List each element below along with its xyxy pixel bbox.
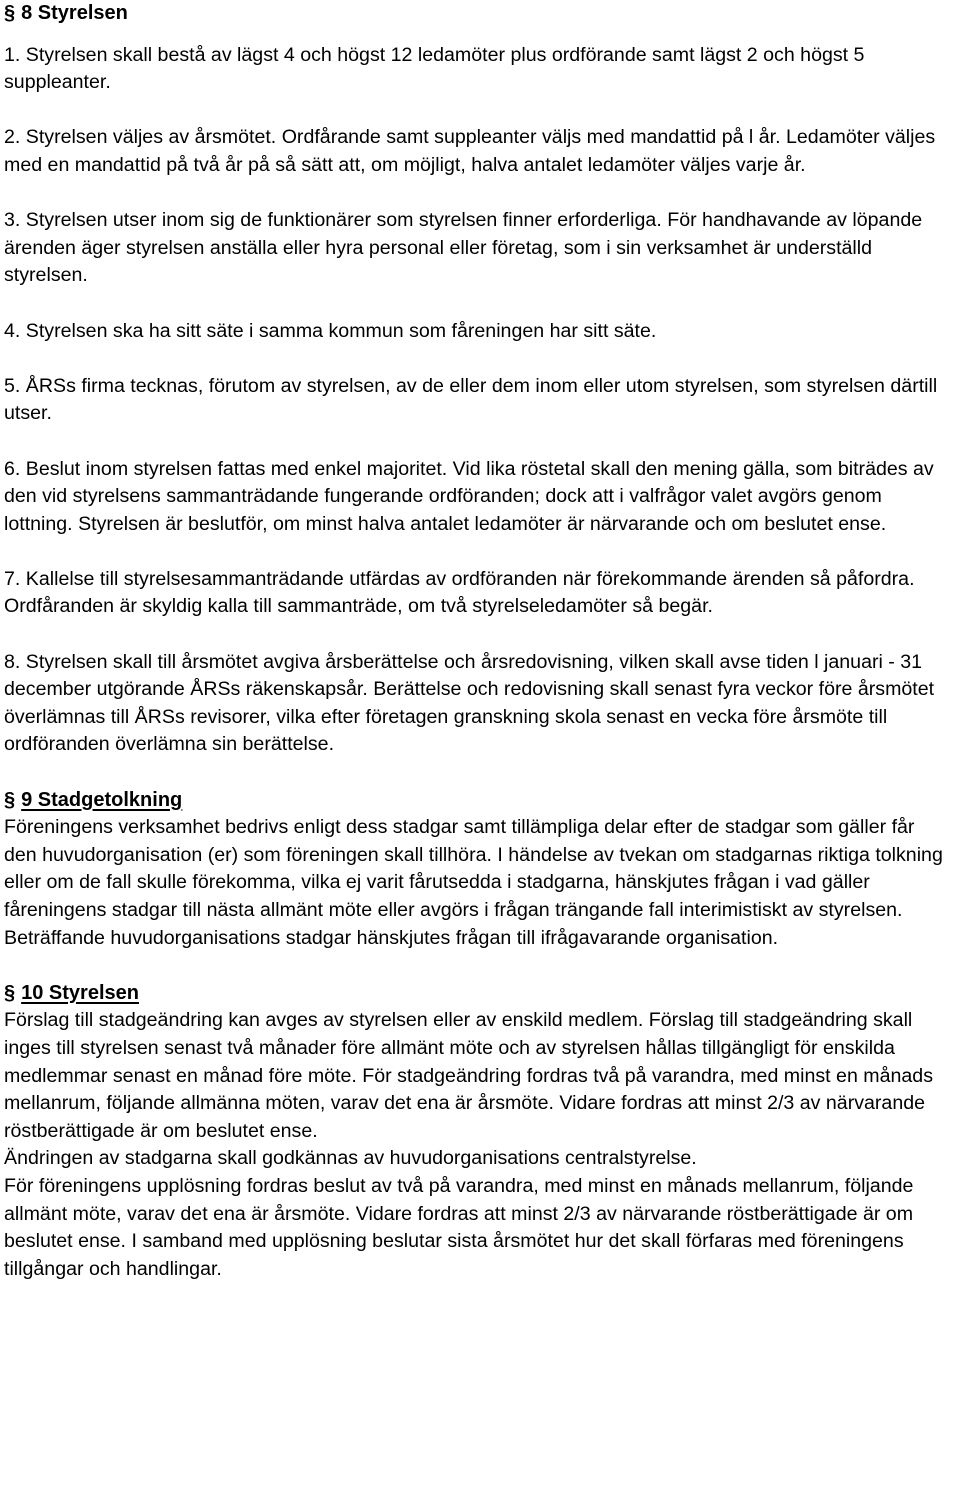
section-8-item-1: 1. Styrelsen skall bestå av lägst 4 och högst 12 ledamöter plus ordförande samt lägst 2 och högst 5 suppleanter. — [4, 43, 865, 94]
section-10-paragraph-3: För föreningens upplösning fordras beslut av två på varandra, med minst en månads mellanrum, följande allmänt möte, varav det ena är årsmöte. Vidare fordras att minst 2/3 av närvarande röstberättigade är om beslutet ense. I samband med upplösning beslutar sista årsmötet hur det skall förfaras med föreningens tillgångar och handlingar. — [4, 1174, 914, 1280]
document-page — [2, 0, 952, 1283]
spacer — [2, 345, 952, 373]
section-8-item-6: 6. Beslut inom styrelsen fattas med enkel majoritet. Vid lika röstetal skall den mening gälla, som biträdes av den vid styrelsens sammanträdande fungerande ordföranden; dock att i valfrågor valet avgörs genom lottning. Styrelsen är beslutför, om minst halva antalet ledamöter är närvarande och om beslutet ense. — [4, 457, 934, 535]
spacer — [2, 428, 952, 456]
spacer — [2, 952, 952, 980]
section-10-title: 10 Styrelsen — [21, 981, 139, 1004]
section-9-heading — [2, 787, 952, 815]
section-8-item-4: 4. Styrelsen ska ha sitt säte i samma kommun som fåreningen har sitt säte. — [4, 319, 657, 342]
section-10-heading — [2, 980, 952, 1008]
section-symbol: § — [4, 981, 16, 1004]
section-8-heading — [2, 0, 952, 28]
spacer — [2, 28, 952, 42]
section-10-paragraph-1: Förslag till stadgeändring kan avges av styrelsen eller av enskild medlem. Förslag till stadgeändring skall inges till styrelsen senast två månader före allmänt möte och av styrelsen hållas tillgängligt för enskilda medlemmar senast en månad före möte. För stadgeändring fordras två på varandra, med minst en månads mellanrum, följande allmänna möten, varav det ena är årsmöte. Vidare fordras att minst 2/3 av närvarande röstberättigade är om beslutet ense. — [4, 1009, 933, 1142]
spacer — [2, 759, 952, 787]
spacer — [2, 621, 952, 649]
section-8-item-8: 8. Styrelsen skall till årsmötet avgiva årsberättelse och årsredovisning, vilken skall avse tiden l januari - 31 december utgörande ÅRSs räkenskapsår. Berättelse och redovisning skall senast fyra veckor före årsmötet överlämnas till ÅRSs revisorer, vilka efter företagen granskning skola senast en vecka före årsmöte till ordföranden överlämna sin berättelse. — [4, 650, 935, 756]
section-9-title: 9 Stadgetolkning — [21, 788, 183, 811]
spacer — [2, 180, 952, 208]
section-symbol: § — [4, 788, 16, 811]
spacer — [2, 97, 952, 125]
section-8-item-5: 5. ÅRSs firma tecknas, förutom av styrelsen, av de eller dem inom eller utom styrelsen, som styrelsen därtill utser. — [4, 374, 938, 425]
spacer — [2, 290, 952, 318]
section-10-paragraph-2: Ändringen av stadgarna skall godkännas av huvudorganisations centralstyrelse. — [4, 1147, 697, 1170]
section-9-body: Föreningens verksamhet bedrivs enligt dess stadgar samt tillämpliga delar efter de stadgar som gäller får den huvudorganisation (er) som föreningen skall tillhöra. I händelse av tvekan om stadgarnas riktiga tolkning eller om de fall skulle förekomma, vilka ej varit fårutsedda i stadgarna, hänskjutes frågan i vad gäller fåreningens stadgar till nästa allmänt möte eller avgörs i frågan trängande fall interimistiskt av styrelsen. Beträffande huvudorganisations stadgar hänskjutes frågan till ifrågavarande organisation. — [4, 816, 943, 949]
section-8-item-2: 2. Styrelsen väljes av årsmötet. Ordfårande samt suppleanter väljs med mandattid på l år. Ledamöter väljes med en mandattid på två år på så sätt att, om möjligt, halva antalet ledamöter väljes varje år. — [4, 126, 936, 176]
spacer — [2, 538, 952, 566]
section-8-item-3: 3. Styrelsen utser inom sig de funktionärer som styrelsen finner erforderliga. För handhavande av löpande ärenden äger styrelsen anställa eller hyra personal eller företag, som i sin verksamhet är underställd styrelsen. — [4, 209, 923, 287]
section-symbol: § — [4, 2, 16, 24]
section-8-item-7: 7. Kallelse till styrelsesammanträdande utfärdas av ordföranden när förekommande ärenden så påfordra. Ordfåranden är skyldig kalla till sammanträde, om två styrelseledamöter så begär. — [4, 567, 915, 618]
section-8-title: 8 Styrelsen — [21, 2, 128, 24]
